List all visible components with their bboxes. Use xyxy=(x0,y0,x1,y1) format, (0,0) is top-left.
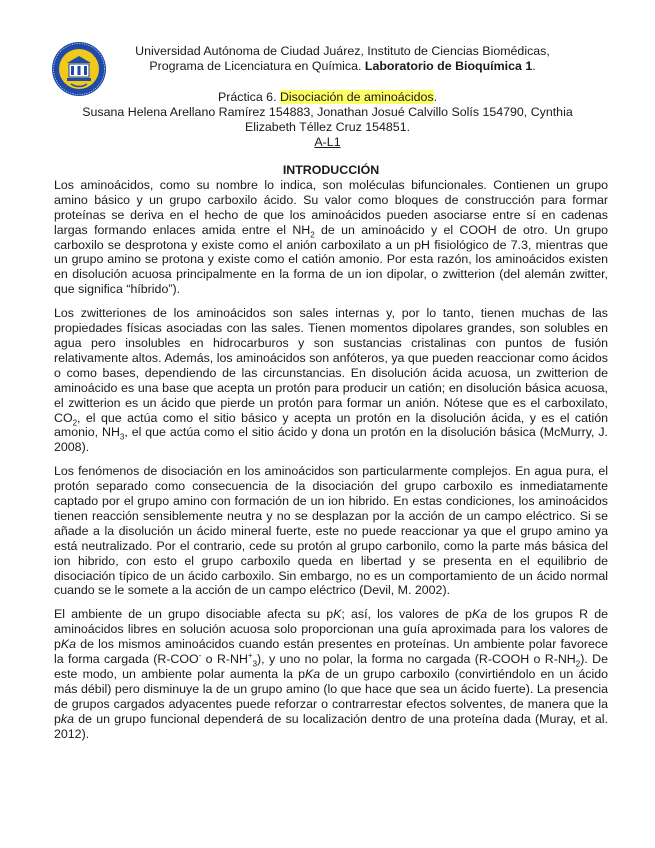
header-institution: Universidad Autónoma de Ciudad Juárez, Instituto de Ciencias Biomédicas, xyxy=(135,44,550,58)
section-heading: INTRODUCCIÓN xyxy=(282,163,380,177)
practice-title: Práctica 6. Disociación de aminoácidos. xyxy=(217,90,438,104)
paragraph-3: Los fenómenos de disociación en los aminoácidos son particularmente complejos. En agua pura, el protón separado como consecuencia de la disociación del grupo carboxilo es inmediatamente captado por el grupo amino con formación de un ion hibrido. En estas condiciones, los aminoácidos tienen reacción sensiblemente neutra y no se desplazan por la acción de un campo eléctrico. Si se añade a la disolución un ácido mineral fuerte, este no puede reaccionar ya que el grupo amino ya está neutralizado. Por el contrario, cede su protón al grupo carbonilo, como la parte más básica del ion hibrido, con esto el grupo carboxilo queda en libertad y se presenta en el equilibrio de disociación típico de un ácido carboxilo. Sin embargo, no es un comportamiento de un ácido normal cuando se le somete a la acción de un campo eléctrico (Devil, M. 2002). xyxy=(54,464,608,598)
practice-info xyxy=(40,90,615,150)
authors-line-1: Susana Helena Arellano Ramírez 154883, Jonathan Josué Calvillo Solís 154790, Cynthia xyxy=(82,105,573,119)
lab-name: Laboratorio de Bioquímica 1 xyxy=(364,59,533,73)
header-program: Programa de Licenciatura en Química. Laboratorio de Bioquímica 1. xyxy=(149,59,536,73)
paragraph-4: El ambiente de un grupo disociable afecta su pK; así, los valores de pKa de los grupos R de aminoácidos libres en solución acuosa solo proporcionan una guía aproximada para los valores de pKa de los mismos aminoácidos cuando están presentes en proteínas. Un ambiente polar favorece la forma cargada (R-COO- o $R-NH^+_3$), y uno no polar, la forma no cargada (R-COOH o $R-NH_2$). De este modo, un ambiente polar aumenta la pKa de un grupo carboxilo (convirtiéndolo en un ácido más débil) pero disminuye la de un grupo amino (lo que hace que sea un ácido fuerte). La presencia de grupos cargados adyacentes puede reforzar o contrarrestar efectos solventes, de manera que la pka de un grupo funcional dependerá de su localización dentro de una proteína dada (Muray, et al. 2012). xyxy=(54,607,608,741)
authors-line-2: Elizabeth Téllez Cruz 154851. xyxy=(244,120,411,134)
paragraph-1: Los aminoácidos, como su nombre lo indica, son moléculas bifuncionales. Contienen un grupo amino básico y un grupo carboxilo ácido. Su valor como bloques de construcción para formar proteínas se deriva en el hecho de que los aminoácidos pueden asociarse entre sí en cadenas largas formando enlaces amida entre el $NH_2$ de un aminoácido y el COOH de otro. Un grupo carboxilo se desprotona y existe como el anión carboxilato a un pH fisiológico de 7.3, mientras que un grupo amino se protona y existe como el catión amonio. Por esta razón, los aminoácidos existen en disolución acuosa principalmente en la forma de un ion dipolar, o zwitterion (del alemán zwitter, que significa “híbrido”). xyxy=(54,177,608,297)
group-code: A-L1 xyxy=(314,135,341,149)
highlighted-title: Disociación de aminoácidos xyxy=(279,90,434,104)
paragraph-2: Los zwitteriones de los aminoácidos son sales internas y, por lo tanto, tienen muchas de las propiedades físicas asociadas con las sales. Tienen momentos dipolares grandes, son solubles en agua pero insolubles en hidrocarburos y son sustancias cristalinas con puntos de fusión relativamente altos. Además, los aminoácidos son anfóteros, ya que pueden reaccionar como ácidos o como bases, dependiendo de las circunstancias. En disolución ácida acuosa, un zwitterion de aminoácido es una base que acepta un protón para producir un catión; en disolución básica acuosa, el zwitterion es un ácido que pierde un protón para formar un anión. Nótese que es el carboxilato, $CO_2$, el que actúa como el sitio básico y acepta un protón en la disolución ácida, y es el catión amonio, $NH_3$, el que actúa como el sitio ácido y dona un protón en la disolución básica (McMurry, J. 2008). xyxy=(54,306,608,455)
university-seal-icon xyxy=(51,41,107,97)
document-header xyxy=(110,44,575,74)
introduction-section xyxy=(54,163,608,751)
